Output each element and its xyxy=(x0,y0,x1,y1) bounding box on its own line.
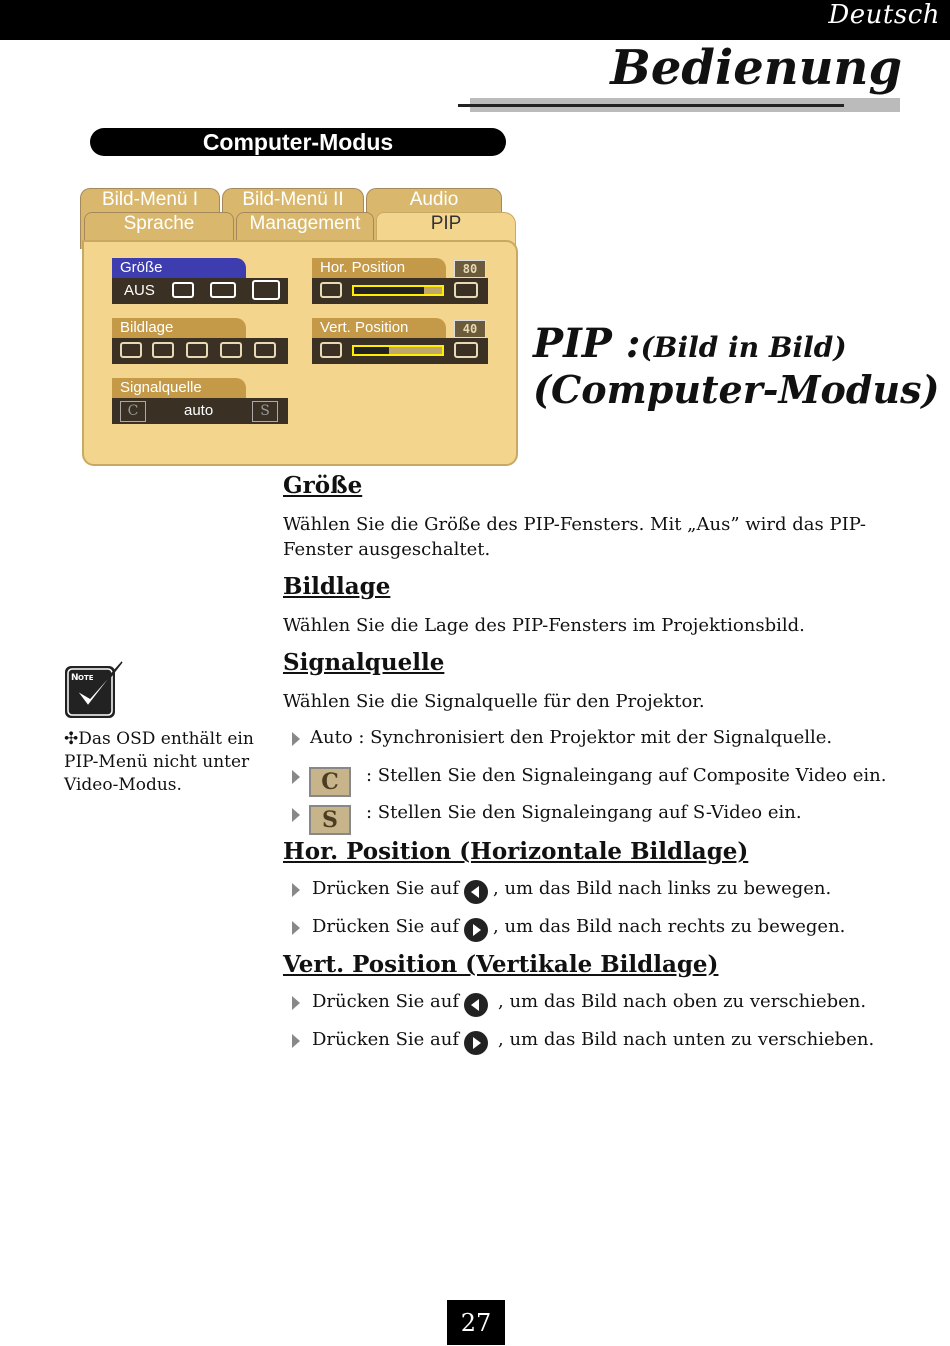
vert-bullet-2-post: , um das Bild nach unten zu verschieben. xyxy=(498,1029,875,1050)
vpos-up-icon xyxy=(320,342,342,358)
source-label: Signalquelle xyxy=(112,378,246,398)
page-title xyxy=(533,320,939,412)
vpos-label: Vert. Position xyxy=(312,318,446,338)
vert-bullet-1-post: , um das Bild nach oben zu verschieben. xyxy=(498,991,867,1012)
hpos-label: Hor. Position xyxy=(312,258,446,278)
position-label: Bildlage xyxy=(112,318,246,338)
tab-label: Bild-Menü II xyxy=(242,189,344,210)
source-svideo-text: : Stellen Sie den Signaleingang auf S-Video ein. xyxy=(366,802,802,823)
chapter-title: Bedienung xyxy=(610,40,902,96)
position-bottomright-icon xyxy=(254,342,276,358)
title-line2: (Computer-Modus) xyxy=(533,367,940,412)
heading-signalquelle: Signalquelle xyxy=(283,649,445,676)
position-topleft-icon xyxy=(120,342,142,358)
bullet-arrow-icon xyxy=(292,921,300,935)
composite-source-icon: C xyxy=(309,767,351,797)
right-button-icon xyxy=(464,1031,488,1055)
note-text: ✣Das OSD enthält ein PIP-Menü nicht unter Video-Modus. xyxy=(64,729,254,795)
text-groesse: Wählen Sie die Größe des PIP-Fensters. Mit „Aus” wird das PIP-Fenster ausgeschaltet. xyxy=(283,514,866,560)
vpos-down-icon xyxy=(454,342,478,358)
vpos-value: 40 xyxy=(454,320,486,338)
tab-label: Management xyxy=(249,213,361,234)
size-label: Größe xyxy=(112,258,246,278)
right-button-icon xyxy=(464,918,488,942)
hpos-slider-fill xyxy=(354,287,424,294)
hor-bullet-2-post: , um das Bild nach rechts zu bewegen. xyxy=(493,916,846,937)
heading-bildlage: Bildlage xyxy=(283,573,391,600)
hpos-left-icon xyxy=(320,282,342,298)
vpos-slider xyxy=(352,345,444,356)
heading-hor-position: Hor. Position (Horizontale Bildlage) xyxy=(283,838,749,865)
bullet-arrow-icon xyxy=(292,1034,300,1048)
size-value: AUS xyxy=(124,282,155,299)
svg-text:N: N xyxy=(71,673,79,683)
left-button-icon xyxy=(464,880,488,904)
source-row xyxy=(112,398,288,424)
source-auto-text: Auto : Synchronisiert den Projektor mit der Signalquelle. xyxy=(310,727,833,748)
vpos-slider-fill xyxy=(354,347,389,354)
hor-bullet-2-pre: Drücken Sie auf xyxy=(312,916,460,937)
size-medium-icon xyxy=(210,282,236,298)
size-small-icon xyxy=(172,282,194,298)
svideo-source-icon: S xyxy=(309,805,351,835)
osd-panel xyxy=(82,240,518,466)
tab-label: Bild-Menü I xyxy=(101,189,199,210)
osd-menu xyxy=(78,186,518,466)
hor-bullet-1-pre: Drücken Sie auf xyxy=(312,878,460,899)
text-bildlage: Wählen Sie die Lage des PIP-Fensters im Projektionsbild. xyxy=(283,615,805,636)
source-value: auto xyxy=(184,402,214,419)
bullet-arrow-icon xyxy=(292,996,300,1010)
tab-label: PIP xyxy=(430,213,462,234)
source-composite-icon: C xyxy=(120,401,146,422)
text-signalquelle: Wählen Sie die Signalquelle für den Projektor. xyxy=(283,691,705,712)
note-icon xyxy=(64,660,126,720)
vert-bullet-2-pre: Drücken Sie auf xyxy=(312,1029,460,1050)
hpos-row xyxy=(312,278,488,304)
bullet-arrow-icon xyxy=(292,770,300,784)
vert-bullet-1-pre: Drücken Sie auf xyxy=(312,991,460,1012)
source-svideo-icon: S xyxy=(252,401,278,422)
language-label: Deutsch xyxy=(828,0,940,30)
position-row xyxy=(112,338,288,364)
page-number: 27 xyxy=(447,1300,505,1345)
hor-bullet-1-post: , um das Bild nach links zu bewegen. xyxy=(493,878,832,899)
source-composite-text: : Stellen Sie den Signaleingang auf Composite Video ein. xyxy=(366,765,887,786)
hpos-value: 80 xyxy=(454,260,486,278)
heading-groesse: Größe xyxy=(283,472,363,499)
tab-label: Audio xyxy=(409,189,459,210)
hpos-right-icon xyxy=(454,282,478,298)
bullet-arrow-icon xyxy=(292,883,300,897)
position-bottomleft-icon xyxy=(220,342,242,358)
svg-text:OTE: OTE xyxy=(78,674,94,682)
title-underline xyxy=(458,104,844,107)
title-sub: (Bild in Bild) xyxy=(640,331,847,364)
title-main: PIP : xyxy=(533,320,641,367)
heading-vert-position: Vert. Position (Vertikale Bildlage) xyxy=(283,951,719,978)
position-topright-icon xyxy=(152,342,174,358)
left-button-icon xyxy=(464,993,488,1017)
tab-label: Sprache xyxy=(123,213,195,234)
position-center-icon xyxy=(186,342,208,358)
size-large-icon xyxy=(252,280,280,300)
header-bar xyxy=(0,0,950,40)
bullet-arrow-icon xyxy=(292,732,300,746)
hpos-slider xyxy=(352,285,444,296)
bullet-arrow-icon xyxy=(292,808,300,822)
size-row xyxy=(112,278,288,304)
vpos-row xyxy=(312,338,488,364)
section-pill: Computer-Modus xyxy=(90,128,506,156)
